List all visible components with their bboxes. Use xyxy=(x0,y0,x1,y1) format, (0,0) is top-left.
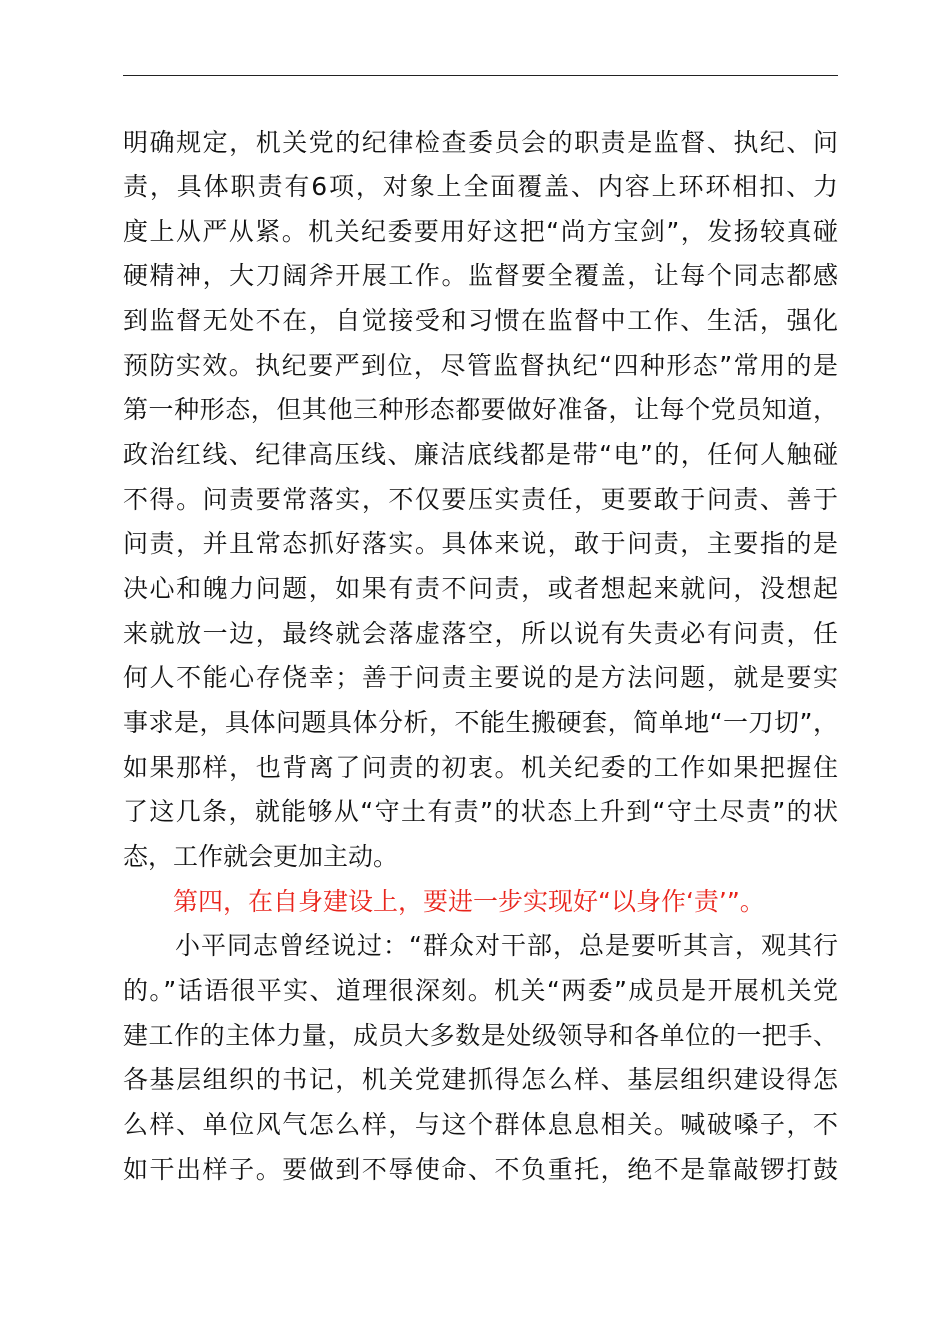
text-line-2: 责，具体职责有6项，对象上全面覆盖、内容上环环相扣、力 xyxy=(123,172,838,201)
text-line-24: 如干出样子。要做到不辱使命、不负重托，绝不是靠敲锣打鼓 xyxy=(123,1155,838,1184)
text-line-17: 态，工作就会更加主动。 xyxy=(123,842,399,871)
text-line-19: 小平同志曾经说过：“群众对干部，总是要听其言，观其行 xyxy=(123,931,838,960)
text-line-21: 建工作的主体力量，成员大多数是处级领导和各单位的一把手、 xyxy=(123,1021,838,1050)
section-heading-four: 第四，在自身建设上，要进一步实现好“以身作‘责’”。 xyxy=(123,887,765,916)
text-line-22: 各基层组织的书记，机关党建抓得怎么样、基层组织建设得怎 xyxy=(123,1065,838,1094)
text-line-4: 硬精神，大刀阔斧开展工作。监督要全覆盖，让每个同志都感 xyxy=(123,261,838,290)
text-line-9: 不得。问责要常落实，不仅要压实责任，更要敢于问责、善于 xyxy=(123,485,838,514)
text-line-15: 如果那样，也背离了问责的初衷。机关纪委的工作如果把握住 xyxy=(123,753,838,782)
text-line-10: 问责，并且常态抓好落实。具体来说，敢于问责，主要指的是 xyxy=(123,529,838,558)
text-line-14: 事求是，具体问题具体分析，不能生搬硬套，简单地“一刀切”， xyxy=(123,708,838,737)
text-line-20: 的。”话语很平实、道理很深刻。机关“两委”成员是开展机关党 xyxy=(123,976,838,1005)
text-line-1: 明确规定，机关党的纪律检查委员会的职责是监督、执纪、问 xyxy=(123,128,838,157)
text-line-8: 政治红线、纪律高压线、廉洁底线都是带“电”的，任何人触碰 xyxy=(123,440,838,469)
text-line-16: 了这几条，就能够从“守土有责”的状态上升到“守土尽责”的状 xyxy=(123,797,838,826)
text-line-3: 度上从严从紧。机关纪委要用好这把“尚方宝剑”，发扬较真碰 xyxy=(123,217,838,246)
text-line-11: 决心和魄力问题，如果有责不问责，或者想起来就问，没想起 xyxy=(123,574,838,603)
text-line-6: 预防实效。执纪要严到位，尽管监督执纪“四种形态”常用的是 xyxy=(123,351,838,380)
header-rule xyxy=(123,75,838,76)
text-line-13: 何人不能心存侥幸；善于问责主要说的是方法问题，就是要实 xyxy=(123,663,838,692)
text-line-12: 来就放一边，最终就会落虚落空，所以说有失责必有问责，任 xyxy=(123,619,838,648)
text-line-23: 么样、单位风气怎么样，与这个群体息息相关。喊破嗓子，不 xyxy=(123,1110,838,1139)
text-line-7: 第一种形态，但其他三种形态都要做好准备，让每个党员知道， xyxy=(123,395,838,424)
text-line-5: 到监督无处不在，自觉接受和习惯在监督中工作、生活，强化 xyxy=(123,306,838,335)
